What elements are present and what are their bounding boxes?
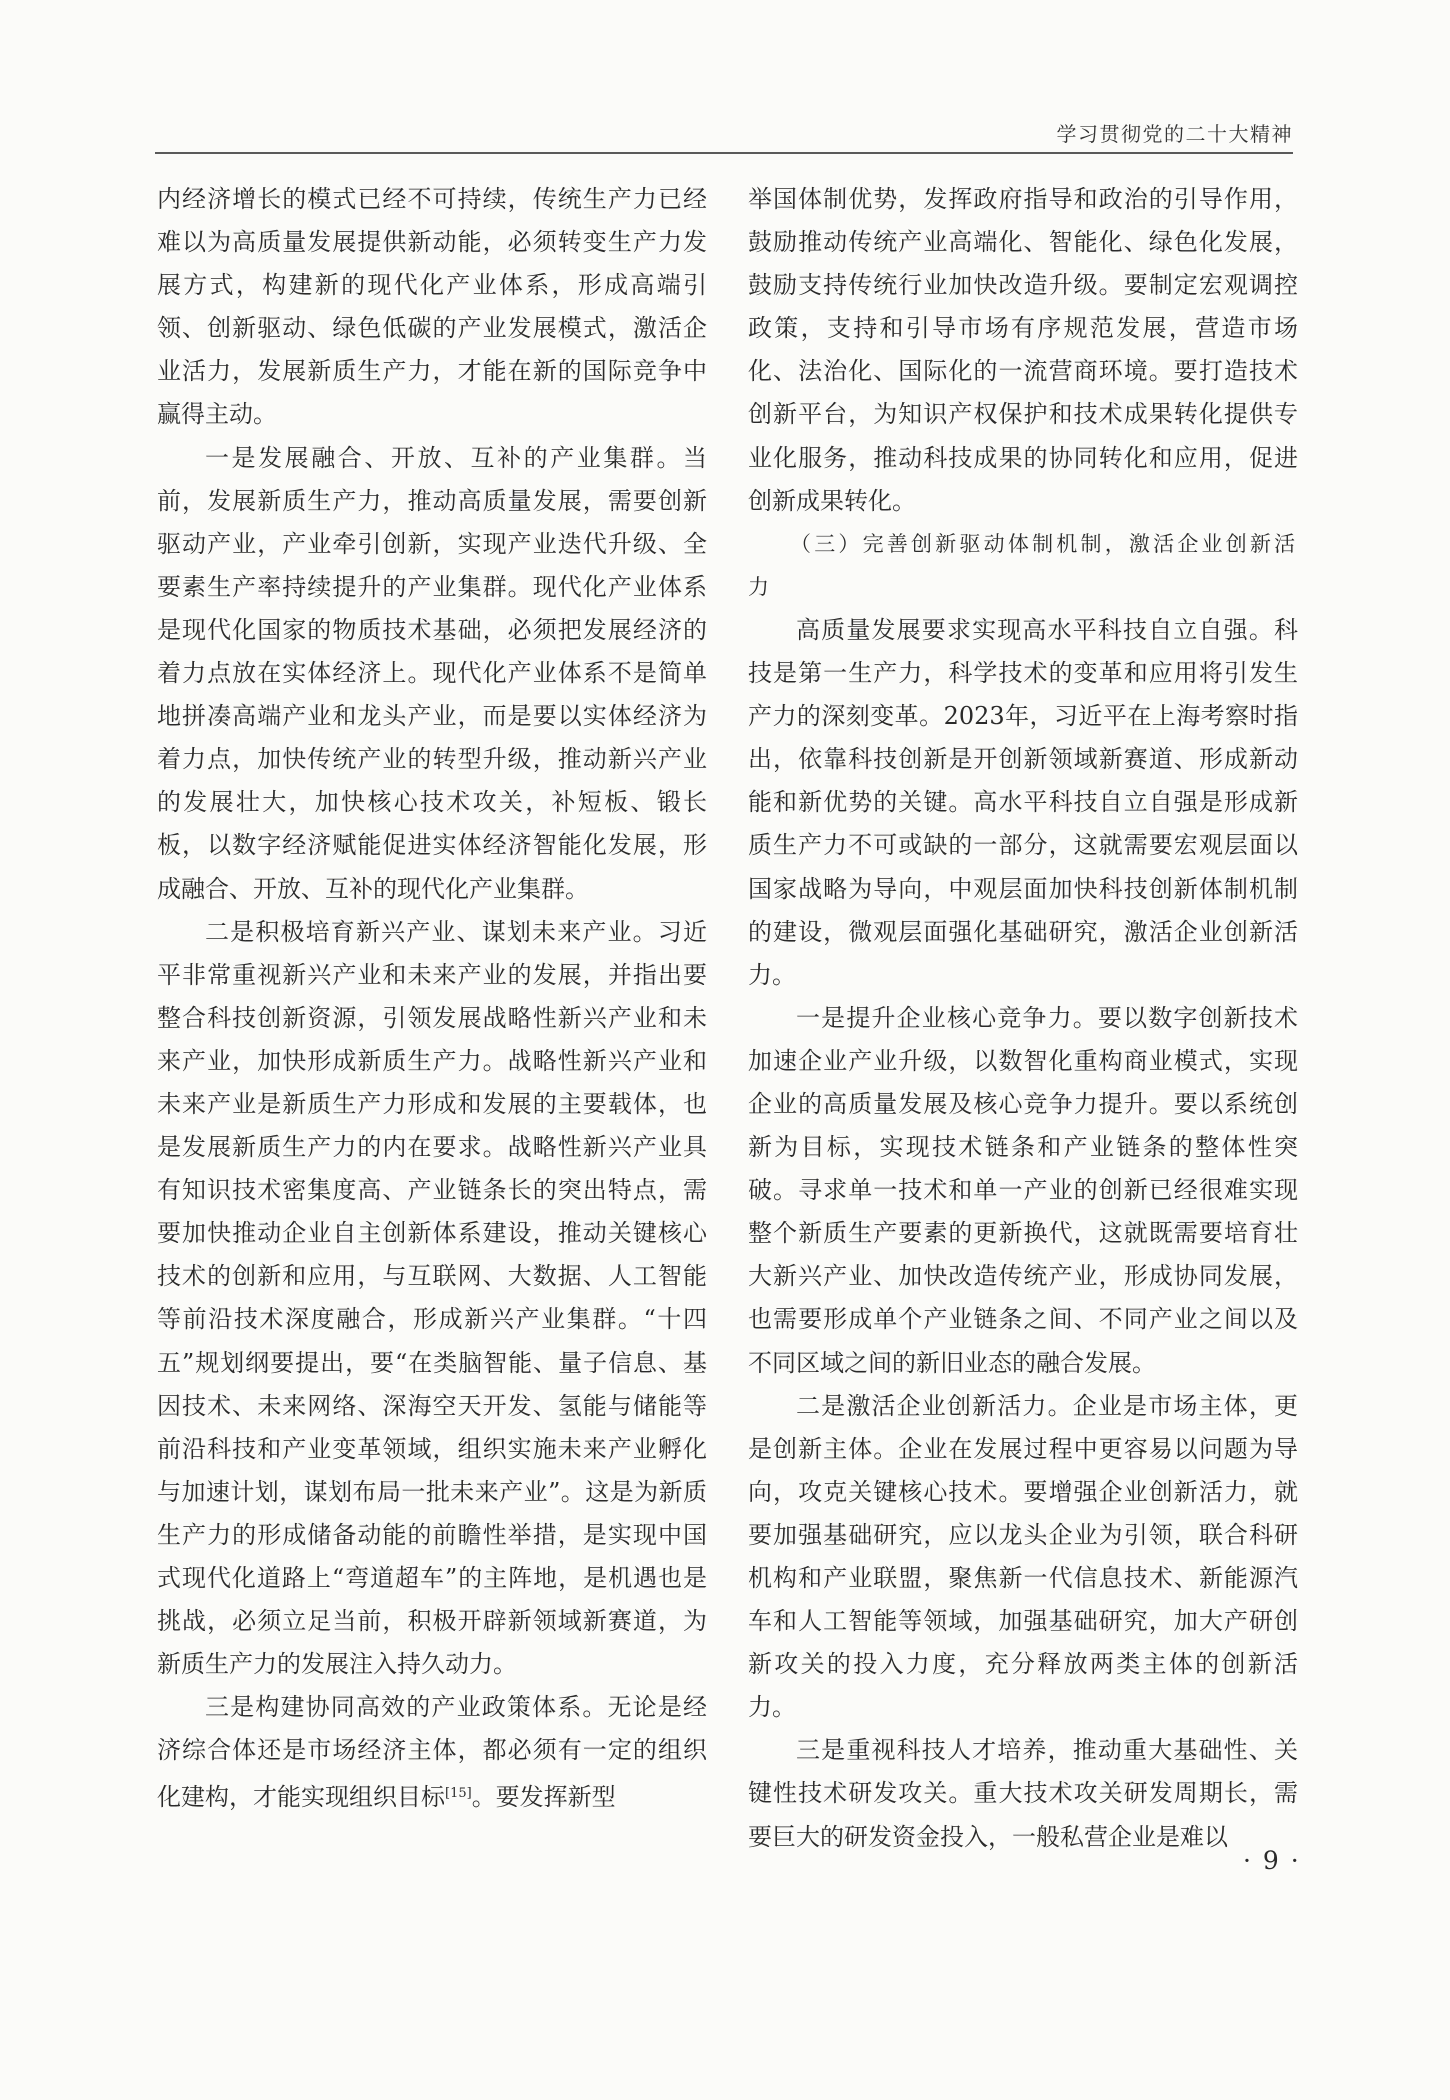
left-column (157, 178, 707, 1820)
paragraph-industrial-policy-text: 三是构建协同高效的产业政策体系。无论是经济综合体还是市场经济主体，都必须有一定的组织化建构，才能实现组织目标 (157, 1693, 707, 1812)
header-rule (155, 152, 1293, 154)
paragraph-emerging-industries: 二是积极培育新兴产业、谋划未来产业。习近平非常重视新兴产业和未来产业的发展，并指出要整合科技创新资源，引领发展战略性新兴产业和未来产业，加快形成新质生产力。战略性新兴产业和未来产业是新质生产力形成和发展的主要载体，也是发展新质生产力的内在要求。战略性新兴产业具有知识技术密集度高、产业链条长的突出特点，需要加快推动企业自主创新体系建设，推动关键核心技术的创新和应用，与互联网、大数据、人工智能等前沿技术深度融合，形成新兴产业集群。“十四五”规划纲要提出，要“在类脑智能、量子信息、基因技术、未来网络、深海空天开发、氢能与储能等前沿科技和产业变革领域，组织实施未来产业孵化与加速计划，谋划布局一批未来产业”。这是为新质生产力的形成储备动能的前瞻性举措，是实现中国式现代化道路上“弯道超车”的主阵地，是机遇也是挑战，必须立足当前，积极开辟新领域新赛道，为新质生产力的发展注入持久动力。 (157, 917, 707, 1679)
paragraph-continued-right: 举国体制优势，发挥政府指导和政治的引导作用，鼓励推动传统产业高端化、智能化、绿色化发展，鼓励支持传统行业加快改造升级。要制定宏观调控政策，支持和引导市场有序规范发展，营造市场化、法治化、国际化的一流营商环境。要打造技术创新平台，为知识产权保护和技术成果转化提供专业化服务，推动科技成果的协同转化和应用，促进创新成果转化。 (748, 185, 1298, 515)
section-heading: （三）完善创新驱动体制机制，激活企业创新活力 (748, 531, 1298, 599)
paragraph-core-competitiveness: 一是提升企业核心竞争力。要以数字创新技术加速企业产业升级，以数智化重构商业模式，实现企业的高质量发展及核心竞争力提升。要以系统创新为目标，实现技术链条和产业链条的整体性突破。寻求单一技术和单一产业的创新已经很难实现整个新质生产要素的更新换代，这就既需要培育壮大新兴产业、加快改造传统产业，形成协同发展，也需要形成单个产业链条之间、不同产业之间以及不同区域之间的新旧业态的融合发展。 (748, 1003, 1298, 1377)
citation-mark: [15] (445, 1786, 472, 1802)
paragraph-tech-self-reliance: 高质量发展要求实现高水平科技自立自强。科技是第一生产力，科学技术的变革和应用将引发生产力的深刻变革。2023年，习近平在上海考察时指出，依靠科技创新是开创新领域新赛道、形成新动能和新优势的关键。高水平科技自立自强是形成新质生产力不可或缺的一部分，这就需要宏观层面以国家战略为导向，中观层面加快科技创新体制机制的建设，微观层面强化基础研究，激活企业创新活力。 (748, 615, 1298, 989)
running-head: 学习贯彻党的二十大精神 (1056, 122, 1293, 146)
paragraph-industrial-policy-tail: 。要发挥新型 (471, 1783, 616, 1812)
paragraph-industrial-policy (157, 1686, 707, 1819)
right-column (748, 178, 1298, 1859)
page-number: · 9 · (1243, 1846, 1301, 1875)
paragraph-innovation-vitality: 二是激活企业创新活力。企业是市场主体，更是创新主体。企业在发展过程中更容易以问题为导向，攻克关键核心技术。要增强企业创新活力，就要加强基础研究，应以龙头企业为引领，联合科研机构和产业联盟，聚焦新一代信息技术、新能源汽车和人工智能等领域，加强基础研究，加大产研创新攻关的投入力度，充分释放两类主体的创新活力。 (748, 1391, 1298, 1722)
paragraph-talent-cultivation: 三是重视科技人才培养，推动重大基础性、关键性技术研发攻关。重大技术攻关研发周期长，需要巨大的研发资金投入，一般私营企业是难以 (748, 1736, 1298, 1851)
paragraph-industrial-clusters: 一是发展融合、开放、互补的产业集群。当前，发展新质生产力，推动高质量发展，需要创新驱动产业，产业牵引创新，实现产业迭代升级、全要素生产率持续提升的产业集群。现代化产业体系是现代化国家的物质技术基础，必须把发展经济的着力点放在实体经济上。现代化产业体系不是简单地拼凑高端产业和龙头产业，而是要以实体经济为着力点，加快传统产业的转型升级，推动新兴产业的发展壮大，加快核心技术攻关，补短板、锻长板，以数字经济赋能促进实体经济智能化发展，形成融合、开放、互补的现代化产业集群。 (157, 443, 707, 903)
paragraph-continued: 内经济增长的模式已经不可持续，传统生产力已经难以为高质量发展提供新动能，必须转变生产力发展方式，构建新的现代化产业体系，形成高端引领、创新驱动、绿色低碳的产业发展模式，激活企业活力，发展新质生产力，才能在新的国际竞争中赢得主动。 (157, 185, 707, 429)
